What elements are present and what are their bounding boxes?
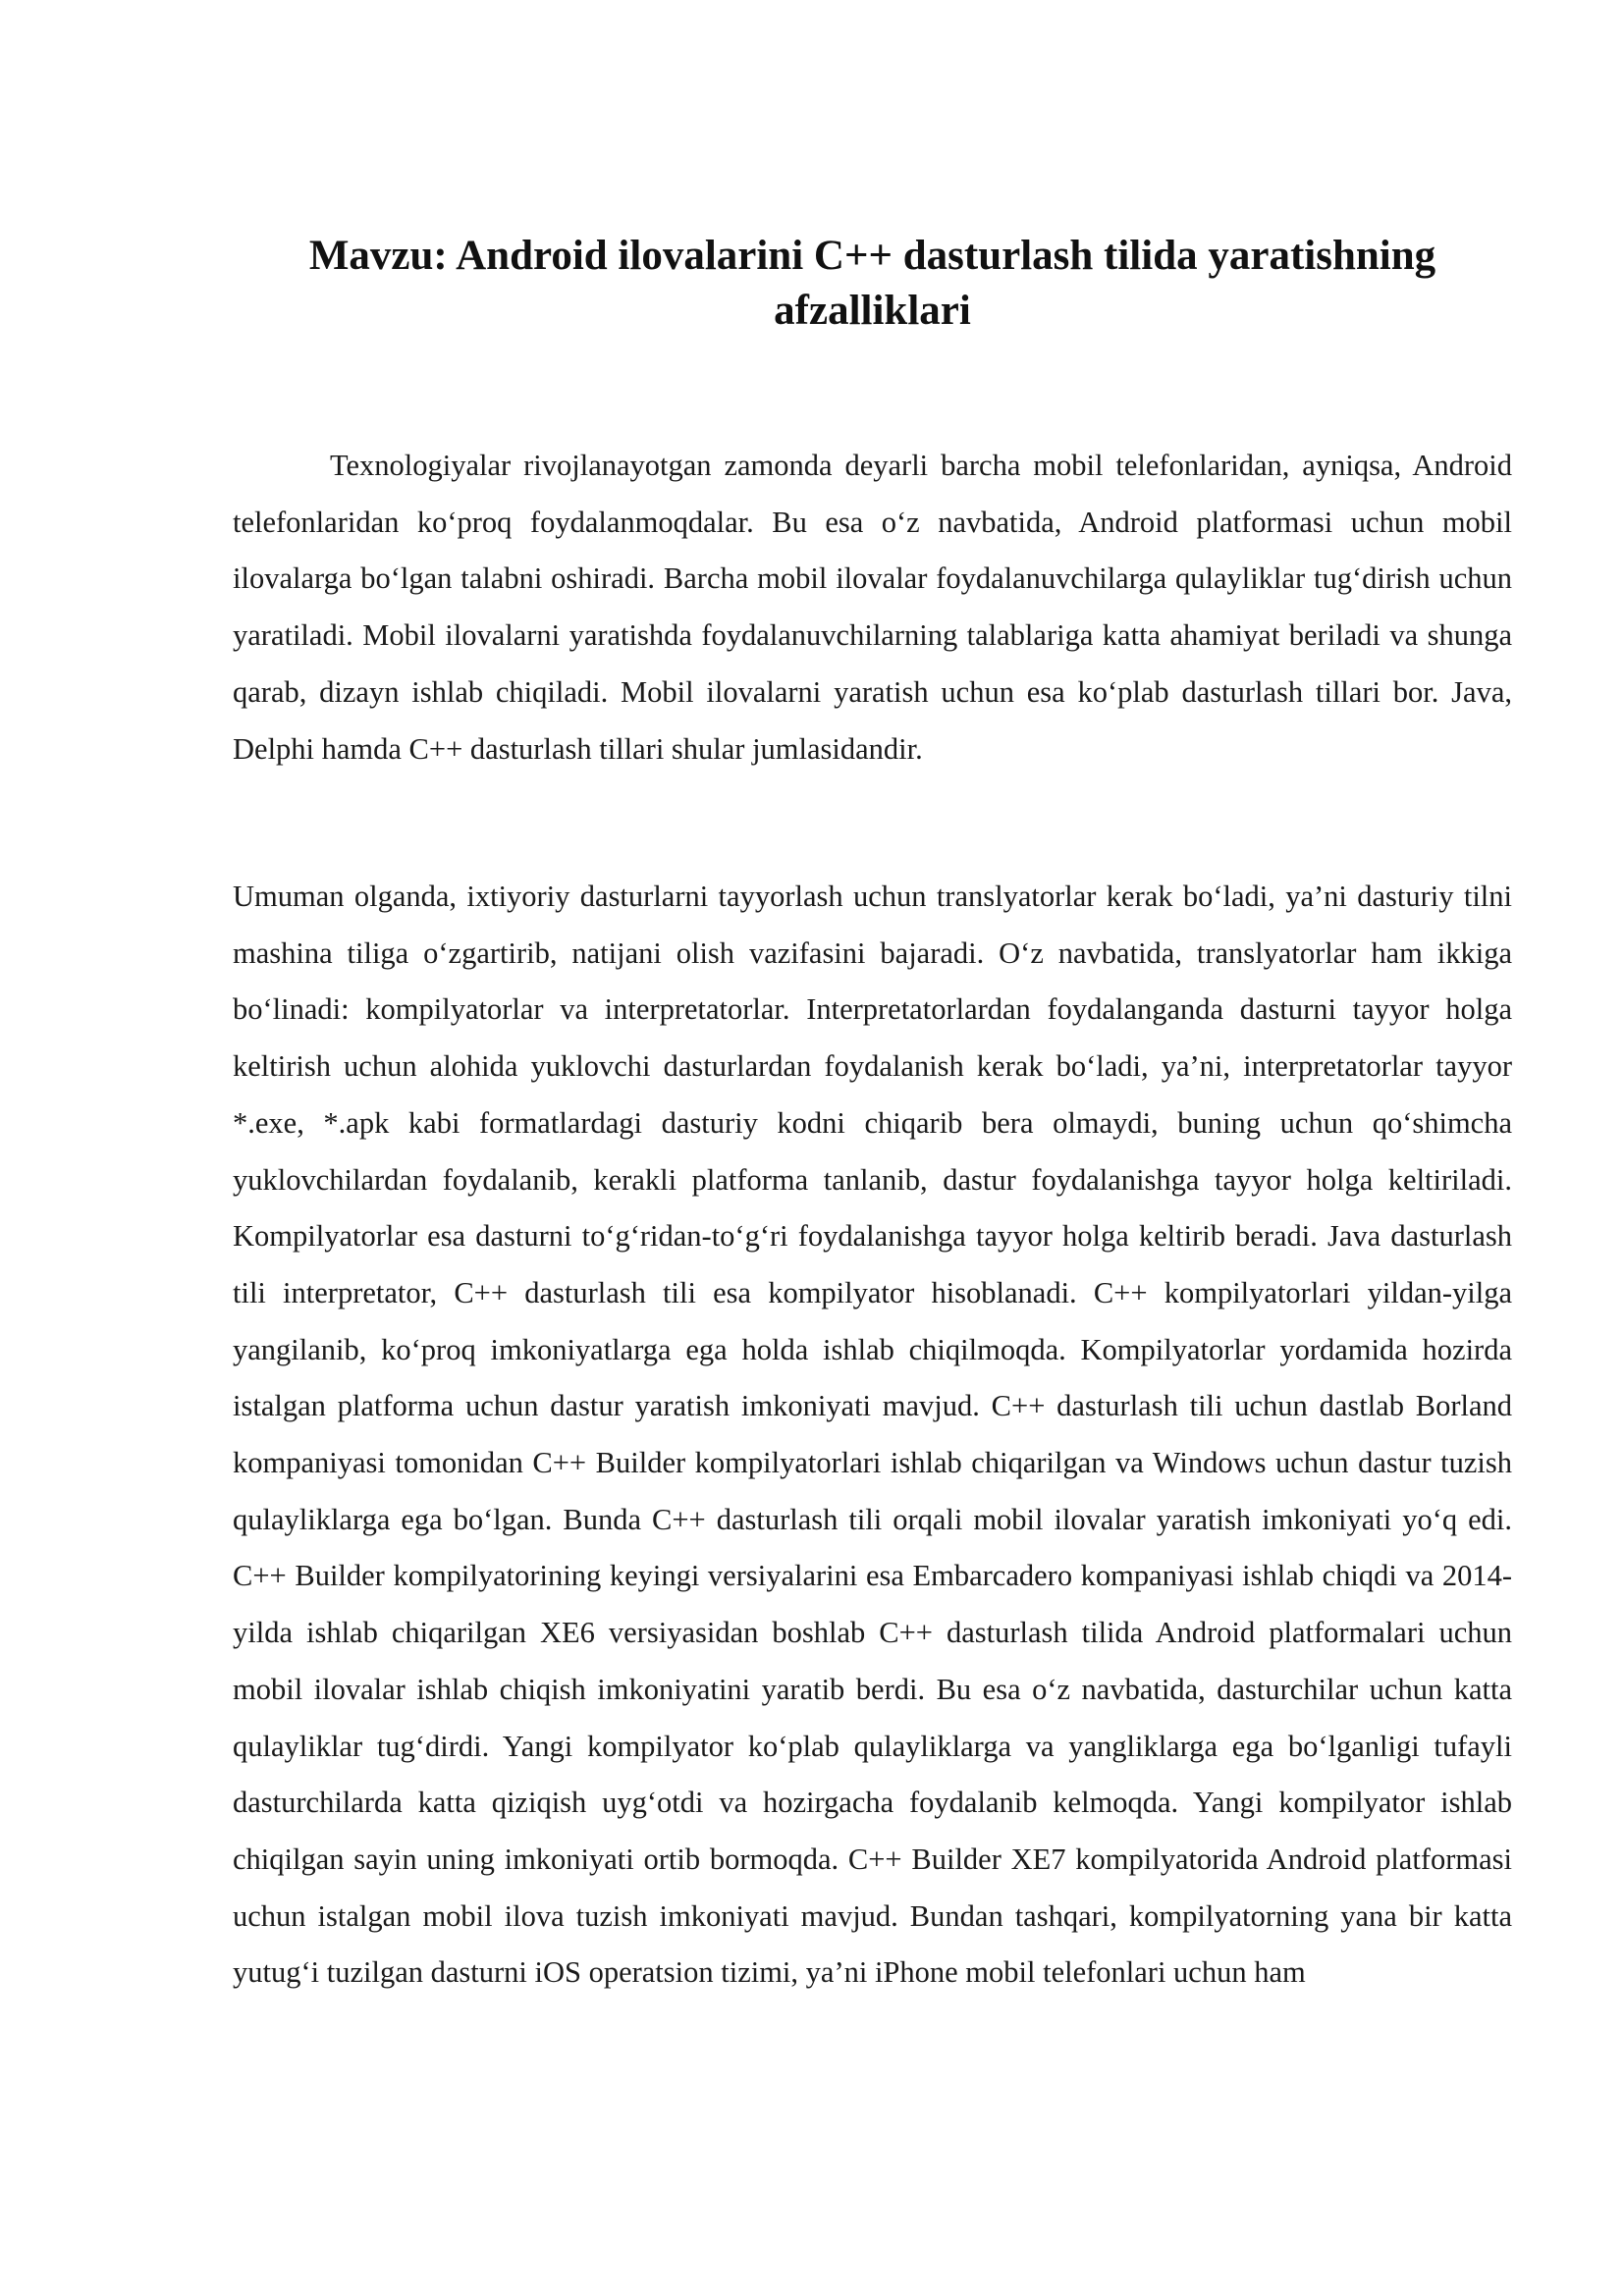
paragraph-intro: Texnologiyalar rivojlanayotgan zamonda deyarli barcha mobil telefonlaridan, ayniqsa, Android telefonlaridan ko‘proq foydalanmoqdalar. Bu esa o‘z navbatida, Android platformasi uchun mobil ilovalarga bo‘lgan talabni oshiradi. Barcha mobil ilovalar foydalanuvchilarga qulayliklar tug‘dirish uchun yaratiladi. Mobil ilovalarni yaratishda foydalanuvchilarning talablariga katta ahamiyat beriladi va shunga qarab, dizayn ishlab chiqiladi. Mobil ilovalarni yaratish uchun esa ko‘plab dasturlash tillari bor. Java, Delphi hamda C++ dasturlash tillari shular jumlasidandir. xyxy=(233,449,1512,766)
document-title: Mavzu: Android ilovalarini C++ dasturlash tilida yaratishning afzalliklari xyxy=(308,233,1436,334)
paragraph-translators: Umuman olganda, ixtiyoriy dasturlarni tayyorlash uchun translyatorlar kerak bo‘ladi, ya’ni dasturiy tilni mashina tiliga o‘zgartirib, natijani olish vazifasini bajaradi. O‘z navbatida, translyatorlar ham ikkiga bo‘linadi: kompilyatorlar va interpretatorlar. Interpretatorlardan foydalanganda dasturni tayyor holga keltirish uchun alohida yuklovchi dasturlardan foydalanish kerak bo‘ladi, ya’ni, interpretatorlar tayyor *.exe, *.apk kabi formatlardagi dasturiy kodni chiqarib bera olmaydi, buning uchun qo‘shimcha yuklovchilardan foydalanib, kerakli platforma tanlanib, dastur foydalanishga tayyor holga keltiriladi. Kompilyatorlar esa dasturni to‘g‘ridan-to‘g‘ri foydalanishga tayyor holga keltirib beradi. Java dasturlash tili interpretator, C++ dasturlash tili esa kompilyator hisoblanadi. C++ kompilyatorlari yildan-yilga yangilanib, ko‘proq imkoniyatlarga ega holda ishlab chiqilmoqda. Kompilyatorlar yordamida hozirda istalgan platforma uchun dastur yaratish imkoniyati mavjud. C++ dasturlash tili uchun dastlab Borland kompaniyasi tomonidan C++ Builder kompilyatorlari ishlab chiqarilgan va Windows uchun dastur tuzish qulayliklarga ega bo‘lgan. Bunda C++ dasturlash tili orqali mobil ilovalar yaratish imkoniyati yo‘q edi. C++ Builder kompilyatorining keyingi versiyalarini esa Embarcadero kompaniyasi ishlab chiqdi va 2014-yilda ishlab chiqarilgan XE6 versiyasidan boshlab C++ dasturlash tilida Android platformalari uchun mobil ilovalar ishlab chiqish imkoniyatini yaratib berdi. Bu esa o‘z navbatida, dasturchilar uchun katta qulayliklar tug‘dirdi. Yangi kompilyator ko‘plab qulayliklarga va yangliklarga ega bo‘lganligi tufayli dasturchilarda katta qiziqish uyg‘otdi va hozirgacha foydalanib kelmoqda. Yangi kompilyator ishlab chiqilgan sayin uning imkoniyati ortib bormoqda. C++ Builder XE7 kompilyatorida Android platformasi uchun istalgan mobil ilova tuzish imkoniyati mavjud. Bundan tashqari, kompilyatorning yana bir katta yutug‘i tuzilgan dasturni iOS operatsion tizimi, ya’ni iPhone mobil telefonlari uchun ham xyxy=(233,880,1512,1990)
